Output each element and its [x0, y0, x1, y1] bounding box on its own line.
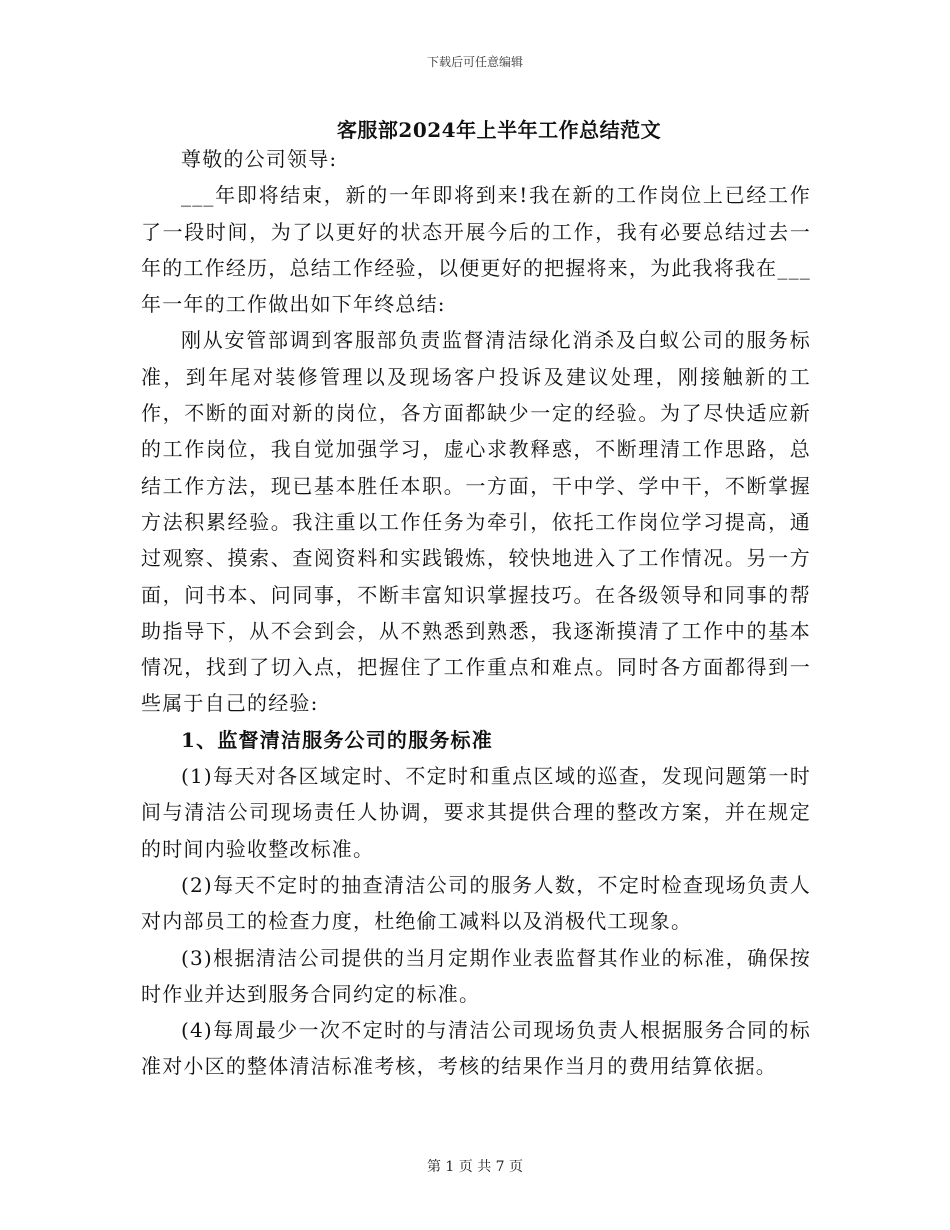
- document-title: 客服部2024年上半年工作总结范文: [336, 118, 662, 142]
- paragraph-experience: 刚从安管部调到客服部负责监督清洁绿化消杀及白蚁公司的服务标准，到年尾对装修管理以及现场客户投诉及建议处理，刚接触新的工作，不断的面对新的岗位，各方面都缺少一定的经验。为了尽快适应新的工作岗位，我自觉加强学习，虚心求教释惑，不断理清工作思路，总结工作方法，现已基本胜任本职。一方面，干中学、学中干，不断掌握方法积累经验。我注重以工作任务为牵引，依托工作岗位学习提高，通过观察、摸索、查阅资料和实践锻炼，较快地进入了工作情况。另一方面，问书本、问同事，不断丰富知识掌握技巧。在各级领导和同事的帮助指导下，从不会到会，从不熟悉到熟悉，我逐渐摸清了工作中的基本情况，找到了切入点，把握住了工作重点和难点。同时各方面都得到一些属于自己的经验:: [141, 328, 811, 716]
- header-note: 下载后可任意编辑: [426, 55, 523, 69]
- document-body: [141, 141, 811, 1085]
- list-item: (2)每天不定时的抽查清洁公司的服务人数，不定时检查现场负责人对内部员工的检查力度，杜绝偷工减料以及消极代工现象。: [141, 872, 811, 934]
- salutation: 尊敬的公司领导:: [181, 147, 338, 171]
- list-item: (4)每周最少一次不定时的与清洁公司现场负责人根据服务合同的标准对小区的整体清洁标准考核，考核的结果作当月的费用结算依据。: [141, 1018, 811, 1079]
- page-footer: 第 1 页 共 7 页: [426, 1159, 524, 1175]
- list-item: (3)根据清洁公司提供的当月定期作业表监督其作业的标准，确保按时作业并达到服务合同约定的标准。: [141, 945, 811, 1006]
- paragraph-intro: ___年即将结束，新的一年即将到来!我在新的工作岗位上已经工作了一段时间，为了以更好的状态开展今后的工作，我有必要总结过去一年的工作经历，总结工作经验，以便更好的把握将来，为此我将我在___年一年的工作做出如下年终总结:: [141, 183, 811, 317]
- list-item: (1)每天对各区域定时、不定时和重点区域的巡查，发现问题第一时间与清洁公司现场责任人协调，要求其提供合理的整改方案，并在规定的时间内验收整改标准。: [141, 764, 811, 861]
- section-heading: 1、监督清洁服务公司的服务标准: [181, 727, 493, 752]
